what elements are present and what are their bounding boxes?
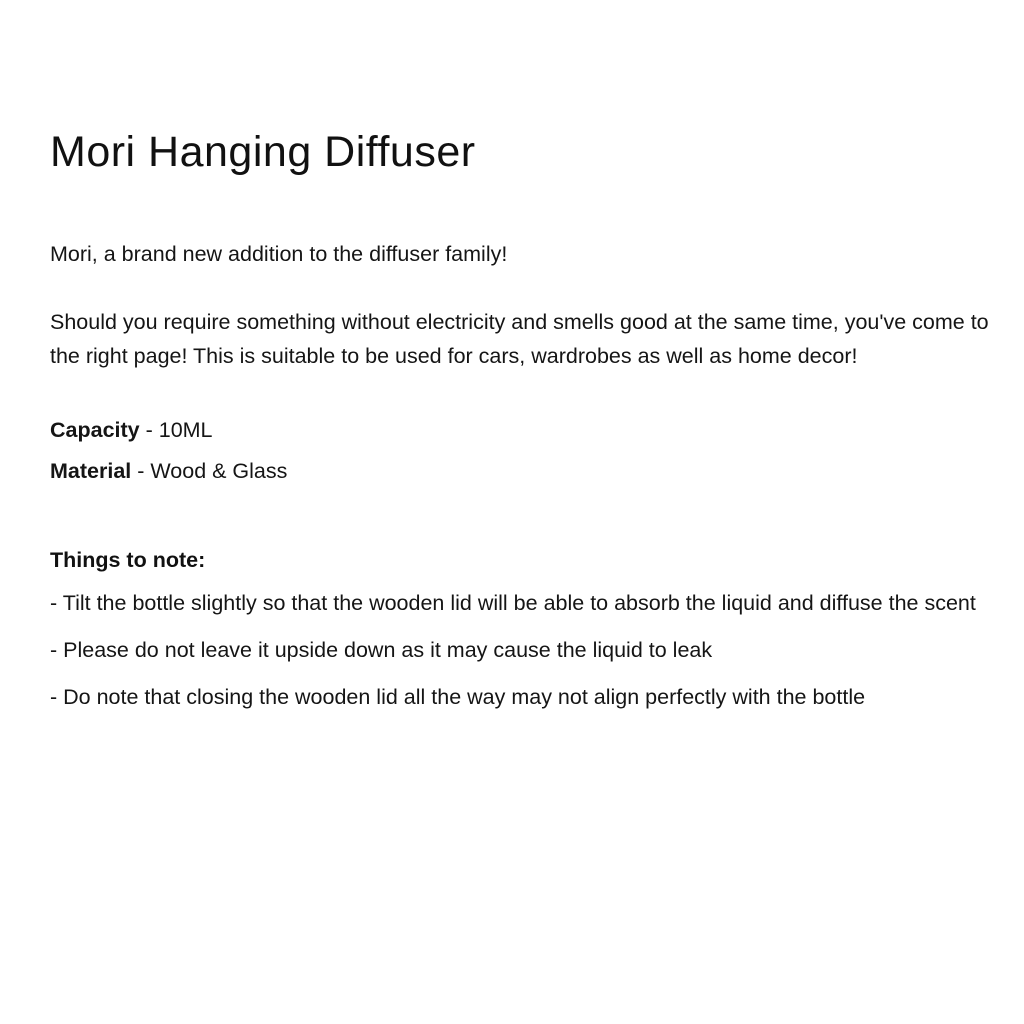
spec-label-capacity: Capacity xyxy=(50,418,140,443)
list-item: - Please do not leave it upside down as it may cause the liquid to leak xyxy=(50,637,713,662)
page-title: Mori Hanging Diffuser xyxy=(50,128,476,176)
spec-label-material: Material xyxy=(50,458,132,483)
spec-value-capacity: - 10ML xyxy=(139,418,213,443)
spec-value-material: - Wood & Glass xyxy=(131,458,288,483)
spec-row xyxy=(50,414,996,447)
specification-list xyxy=(50,414,996,487)
intro-paragraph: Should you require something without electricity and smells good at the same time, you've come to the right page! This is suitable to be used for cars, wardrobes as well as home decor! xyxy=(50,309,989,369)
intro-line: Mori, a brand new addition to the diffuser family! xyxy=(50,242,508,267)
list-item: - Tilt the bottle slightly so that the wooden lid will be able to absorb the liquid and diffuse the scent xyxy=(50,590,976,615)
spec-row xyxy=(50,455,996,488)
list-item: - Do note that closing the wooden lid all the way may not align perfectly with the bottle xyxy=(50,684,866,709)
notes-heading: Things to note: xyxy=(50,547,206,572)
